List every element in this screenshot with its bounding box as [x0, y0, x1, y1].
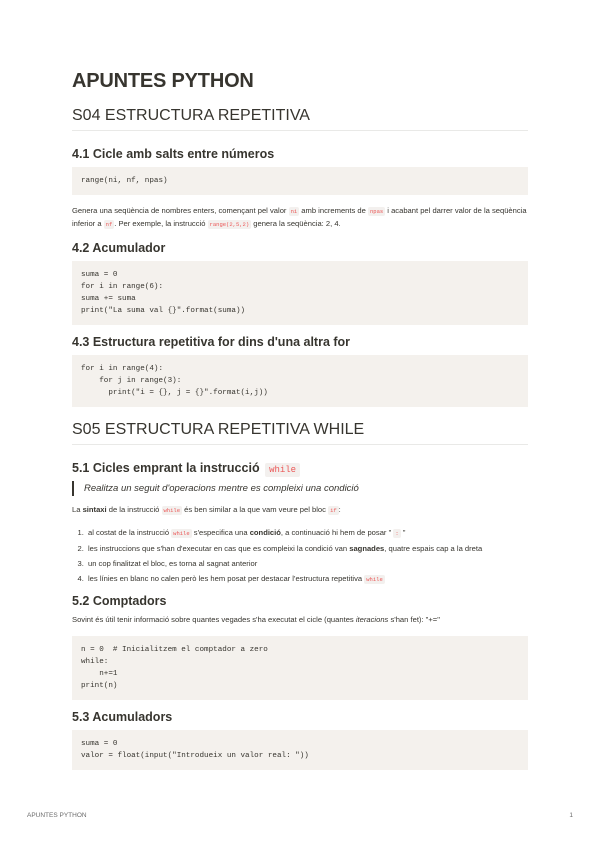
while-quote: Realitza un seguit d'operacions mentre es compleixi una condició	[72, 481, 528, 496]
inline-code-while: while	[163, 507, 181, 514]
subsection-4-3-heading: 4.3 Estructura repetitiva for dins d'una altra for	[72, 335, 351, 349]
subsection-5-3-heading: 5.3 Acumuladors	[72, 710, 173, 724]
footer-title: APUNTES PYTHON	[27, 812, 87, 819]
list-item: 2. les instruccions que s'han d'executar en cas que es compleixi la condició van sagnades, quatre espais cap a la dreta	[86, 543, 528, 555]
page-number: 1	[569, 812, 573, 819]
list-item: 4. les línies en blanc no calen però les hem posat per destacar l'estructura repetitiva while	[86, 573, 528, 586]
inline-code-range-example: range(2,5,2)	[209, 221, 250, 228]
subsection-5-1-heading: 5.1 Cicles emprant la instrucció while	[72, 461, 528, 475]
subsection-5-2-heading: 5.2 Comptadors	[72, 594, 167, 608]
code-block-range: range(ni, nf, npas)	[72, 167, 528, 195]
list-item: 3. un cop finalitzat el bloc, es torna al sagnat anterior	[86, 558, 528, 570]
counters-description: Sovint és útil tenir informació sobre quantes vegades s'ha executat el cicle (quantes iteracions s'han fet): "+="	[72, 615, 440, 624]
inline-code-npas: npas	[369, 208, 384, 215]
inline-code-nf: nf	[105, 221, 113, 228]
document-page	[72, 70, 528, 780]
range-description: Genera una seqüència de nombres enters, començant pel valor ni amb increments de npas i acabant pel darrer valor de la seqüència inferior a nf . Per exemple, la instrucció range(2,5,2) genera la seqüència: 2, 4.	[72, 206, 527, 228]
code-block-nested-for: for i in range(4): for j in range(3): print("i = {}, j = {}".format(i,j))	[72, 355, 528, 407]
while-rules-list	[72, 527, 528, 586]
code-block-accumulators: suma = 0 valor = float(input("Introdueix un valor real: "))	[72, 730, 528, 770]
code-block-counter: n = 0 # Inicialitzem el comptador a zero while: n+=1 print(n)	[72, 636, 528, 700]
page-footer	[27, 812, 573, 819]
section-s04-heading: S04 ESTRUCTURA REPETITIVA	[72, 107, 528, 131]
document-title: APUNTES PYTHON	[72, 70, 254, 92]
inline-code-ni: ni	[290, 208, 298, 215]
code-block-accumulator: suma = 0 for i in range(6): suma += suma print("La suma val {}".format(suma))	[72, 261, 528, 325]
heading-code-while: while	[265, 463, 300, 477]
inline-code-if: if	[330, 507, 337, 514]
subsection-4-2-heading: 4.2 Acumulador	[72, 241, 166, 255]
list-item: 1. al costat de la instrucció while s'especifica una condició, a continuació hi hem de posar " : "	[86, 527, 528, 540]
section-s05-heading: S05 ESTRUCTURA REPETITIVA WHILE	[72, 421, 528, 445]
while-syntax-intro: La sintaxi de la instrucció while és ben similar a la que vam veure pel bloc if :	[72, 505, 341, 514]
subsection-4-1-heading: 4.1 Cicle amb salts entre números	[72, 147, 275, 161]
